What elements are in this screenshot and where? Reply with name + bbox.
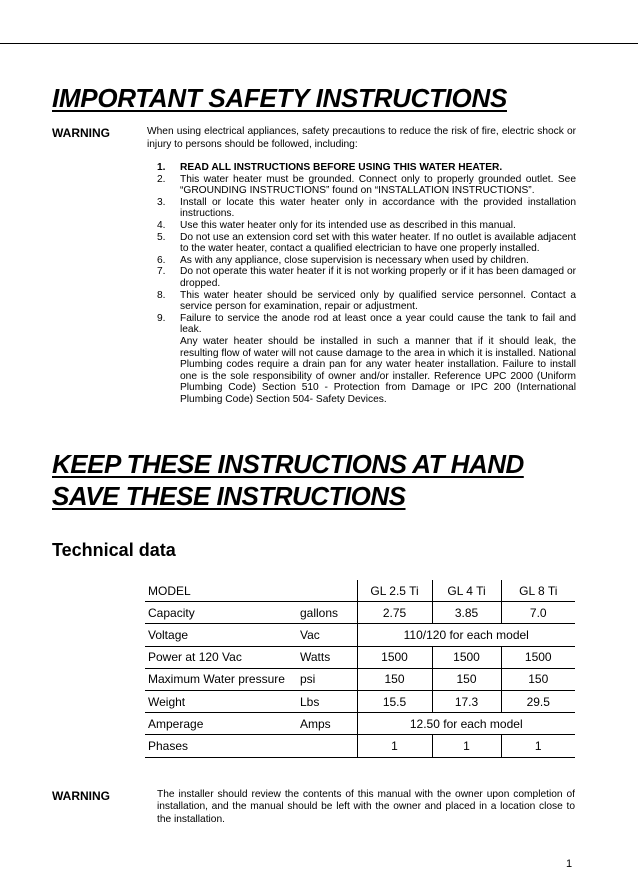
table-row (145, 713, 575, 735)
warning-label: WARNING (52, 126, 110, 140)
save-instructions-heading: SAVE THESE INSTRUCTIONS (52, 481, 406, 511)
cell-value: 1500 (432, 646, 501, 668)
instruction-item: 5. Do not use an extension cord set with this water heater. If no outlet is available adjacent to the water heater, contact a qualified electrician to have one properly installed. (157, 231, 576, 255)
cell-value: 1500 (501, 646, 575, 668)
row-unit (297, 735, 357, 757)
cell-value: 29.5 (501, 690, 575, 712)
page-number: 1 (566, 858, 573, 870)
cell-value: 1 (357, 735, 432, 757)
instruction-list (157, 162, 576, 405)
cell-value: 150 (432, 668, 501, 690)
cell-value: 1 (501, 735, 575, 757)
table-header-row (145, 580, 575, 602)
page-title: IMPORTANT SAFETY INSTRUCTIONS (52, 83, 507, 113)
keep-instructions-heading: KEEP THESE INSTRUCTIONS AT HAND (52, 449, 524, 479)
model-label: MODEL (145, 580, 357, 602)
table-row (145, 602, 575, 624)
row-label: Capacity (145, 602, 297, 624)
table-row (145, 646, 575, 668)
instruction-item: 6. As with any appliance, close supervision is necessary when used by children. (157, 254, 529, 266)
row-unit: Vac (297, 624, 357, 646)
instruction-item: 3. Install or locate this water heater only in accordance with the provided installation instructions. (157, 196, 576, 220)
instruction-item: 8. This water heater should be serviced only by qualified service personnel. Contact a service person for examination, repair or adjustment. (157, 289, 576, 313)
technical-data-table (145, 580, 575, 758)
cell-value: 150 (501, 668, 575, 690)
model-name: GL 2.5 Ti (357, 580, 432, 602)
cell-value: 3.85 (432, 602, 501, 624)
table-row (145, 668, 575, 690)
row-label: Weight (145, 690, 297, 712)
row-label: Amperage (145, 713, 297, 735)
cell-value: 1500 (357, 646, 432, 668)
row-unit: gallons (297, 602, 357, 624)
row-label: Voltage (145, 624, 297, 646)
warning-label-installer: WARNING (52, 789, 110, 803)
row-unit: Amps (297, 713, 357, 735)
cell-value: 15.5 (357, 690, 432, 712)
model-name: GL 4 Ti (432, 580, 501, 602)
row-label: Power at 120 Vac (145, 646, 297, 668)
cell-value: 12.50 for each model (357, 713, 575, 735)
warning-intro: When using electrical appliances, safety precautions to reduce the risk of fire, electric shock or injury to persons should be followed, including: (147, 126, 576, 150)
row-unit: Lbs (297, 690, 357, 712)
row-label: Maximum Water pressure (145, 668, 297, 690)
plumbing-note: Any water heater should be installed in such a manner that if it should leak, the resulting flow of water will not cause damage to the area in which it is installed. National Plumbing codes require a drain pan for any water heater installation. Failure to install one is the sole responsibility of owner and/or installer. Reference UPC 2000 (Uniform Plumbing Code) Section 510 - Protection from Damage or IPC 200 (International Plumbing Code) Section 504- Safety Devices. (180, 335, 576, 405)
row-label: Phases (145, 735, 297, 757)
row-unit: psi (297, 668, 357, 690)
table-row (145, 735, 575, 757)
cell-value: 110/120 for each model (357, 624, 575, 646)
technical-data-title: Technical data (52, 540, 176, 560)
top-rule (0, 43, 638, 44)
instruction-item: 2. This water heater must be grounded. Connect only to properly grounded outlet. See “GROUNDING INSTRUCTIONS” found on “INSTALLATION INSTRUCTIONS”. (157, 173, 576, 197)
instruction-item: 7. Do not operate this water heater if it is not working properly or if it has been damaged or dropped. (157, 266, 576, 289)
table-row (145, 624, 575, 646)
instruction-item: 4. Use this water heater only for its intended use as described in this manual. (157, 219, 516, 231)
instruction-item: 9. Failure to service the anode rod at least once a year could cause the tank to fail and leak. Any water heater should be installed in such a manner that if it should leak, the resulting flow of water will not cause damage to the area in which it is installed. National Plumbing codes require a drain pan for any water heater installation. Failure to install one is the sole responsibility of owner and/or installer. Reference UPC 2000 (Uniform Plumbing Code) Section 510 - Protection from Damage or IPC 200 (International Plumbing Code) Section 504- Safety Devices. (157, 312, 576, 405)
cell-value: 17.3 (432, 690, 501, 712)
row-unit: Watts (297, 646, 357, 668)
installer-warning-text: The installer should review the contents of this manual with the owner upon completion of installation, and the manual should be left with the owner and placed in a location close to the installation. (157, 789, 575, 825)
instruction-item: 1. READ ALL INSTRUCTIONS BEFORE USING THIS WATER HEATER. (157, 162, 503, 173)
cell-value: 2.75 (357, 602, 432, 624)
cell-value: 150 (357, 668, 432, 690)
model-name: GL 8 Ti (501, 580, 575, 602)
table-row (145, 690, 575, 712)
cell-value: 1 (432, 735, 501, 757)
cell-value: 7.0 (501, 602, 575, 624)
